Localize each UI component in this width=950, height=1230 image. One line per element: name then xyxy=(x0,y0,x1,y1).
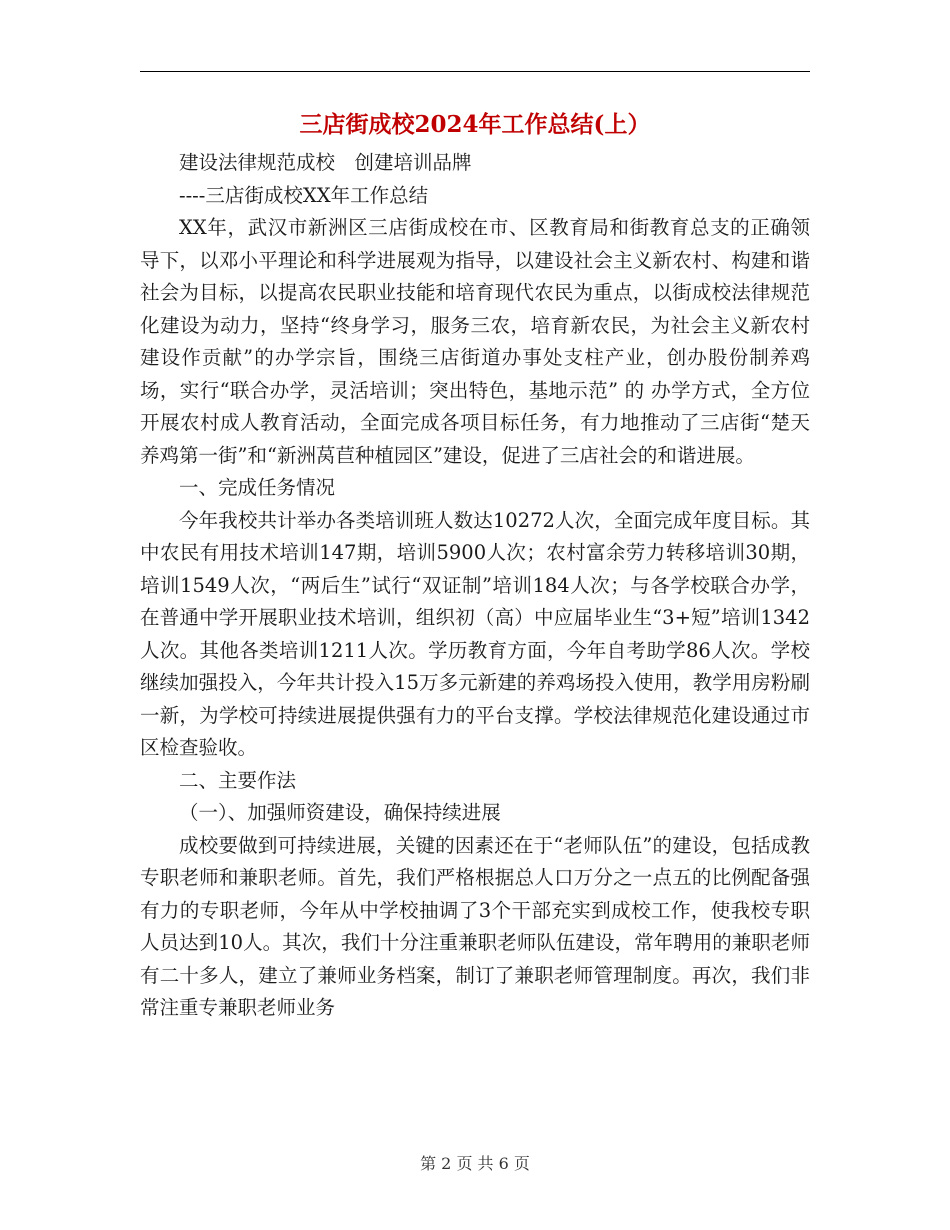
header-rule xyxy=(140,71,810,72)
section-heading: 二、主要作法 xyxy=(179,768,297,792)
body-paragraph: 成校要做到可持续进展，关键的因素还在于“老师队伍”的建设，包括成教专职老师和兼职老师。首先，我们严格根据总人口万分之一点五的比例配备强有力的专职老师，今年从中学校抽调了3个干部充实到成校工作，使我校专职人员达到10人。其次，我们十分注重兼职老师队伍建设，常年聘用的兼职老师有二十多人，建立了兼师业务档案，制订了兼职老师管理制度。再次，我们非常注重专兼职老师业务 xyxy=(140,833,810,1019)
body-paragraph: 今年我校共计举办各类培训班人数达10272人次，全面完成年度目标。其中农民有用技术培训147期，培训5900人次；农村富余劳力转移培训30期，培训1549人次，“两后生”试行“双证制”培训184人次；与各学校联合办学，在普通中学开展职业技术培训，组织初（高）中应届毕业生“3+短”培训1342人次。其他各类培训1211人次。学历教育方面，今年自考助学86人次。学校继续加强投入，今年共计投入15万多元新建的养鸡场投入使用，教学用房粉刷一新，为学校可持续进展提供强有力的平台支撑。学校法律规范化建设通过市区检查验收。 xyxy=(140,508,810,759)
subsection-heading: （一）、加强师资建设，确保持续进展 xyxy=(179,801,501,824)
document-title: 三店街成校2024年工作总结(上） xyxy=(299,111,651,138)
subtitle-line: 建设法律规范成校 创建培训品牌 xyxy=(179,151,472,174)
document-body xyxy=(140,147,810,1025)
section-heading: 一、完成任务情况 xyxy=(179,476,336,499)
body-paragraph: XX年，武汉市新洲区三店街成校在市、区教育局和街教育总支的正确领导下，以邓小平理论和科学进展观为指导，以建设社会主义新农村、构建和谐社会为目标，以提高农民职业技能和培育现代农民为重点，以街成校法律规范化建设为动力，坚持“终身学习，服务三农，培育新农民，为社会主义新农村建设作贡献”的办学宗旨，围绕三店街道办事处支柱产业，创办股份制养鸡场，实行“联合办学，灵活培训；突出特色，基地示范” 的 办学方式，全方位开展农村成人教育活动，全面完成各项目标任务，有力地推动了三店街“楚天养鸡第一街”和“新洲莴苣种植园区”建设，促进了三店社会的和谐进展。 xyxy=(140,216,810,467)
page-number-footer: 第 2 页 共 6 页 xyxy=(420,1154,530,1173)
subtitle-line: ----三店街成校XX年工作总结 xyxy=(179,183,429,207)
